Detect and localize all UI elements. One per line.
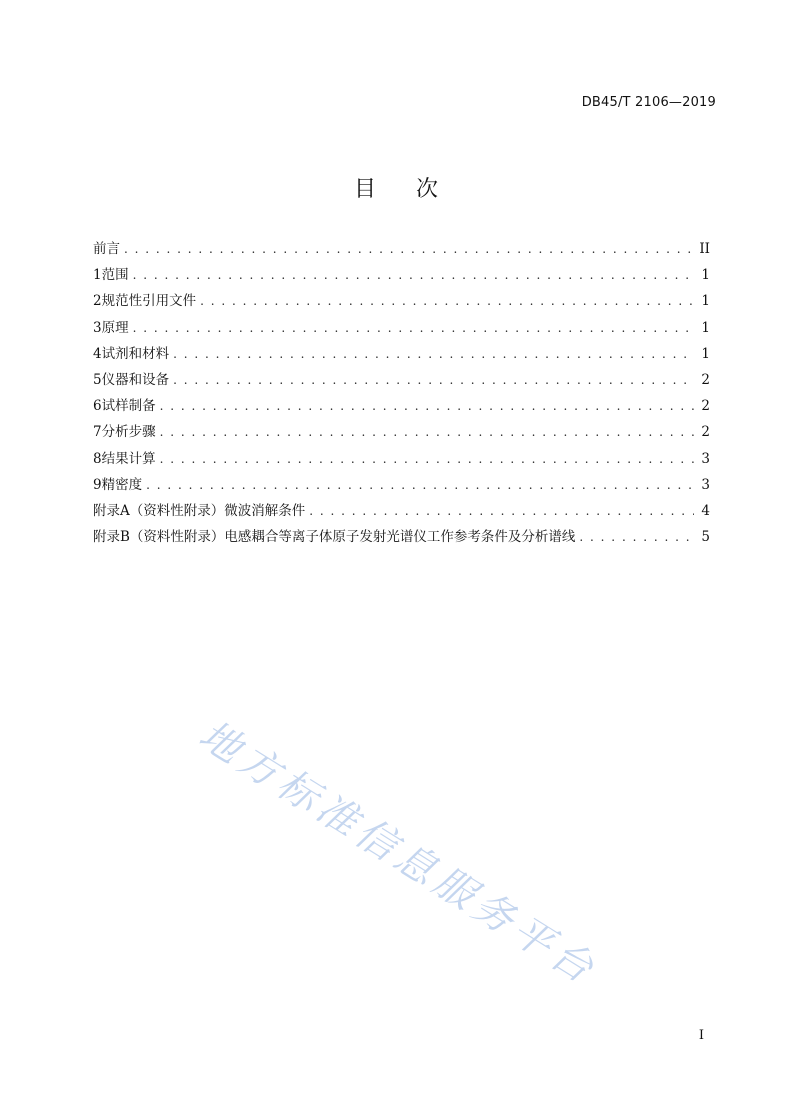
toc-leader-dots <box>146 472 694 498</box>
toc-entry-label: 分析步骤 <box>101 424 156 441</box>
toc-entry-page: 2 <box>701 398 710 415</box>
document-code: DB45/T 2106—2019 <box>581 95 716 110</box>
toc-entry-6[interactable] <box>93 393 710 419</box>
toc-entry-3[interactable] <box>93 315 710 341</box>
toc-entry-label: 附录A（资料性附录）微波消解条件 <box>93 502 306 519</box>
toc-leader-dots <box>309 498 694 524</box>
toc-entry-page: 3 <box>701 476 710 493</box>
toc-entry-number: 7 <box>93 424 102 441</box>
toc-leader-dots <box>160 446 694 472</box>
toc-entry-page: 1 <box>701 345 710 362</box>
toc-leader-dots <box>173 367 694 393</box>
toc-leader-dots <box>173 341 694 367</box>
toc-leader-dots <box>579 524 694 550</box>
toc-entry-label: 仪器和设备 <box>101 371 170 388</box>
toc-entry-appendix-a[interactable] <box>93 498 710 524</box>
toc-entry-4[interactable] <box>93 341 710 367</box>
toc-entry-label: 试剂和材料 <box>101 345 170 362</box>
toc-leader-dots <box>160 419 694 445</box>
toc-title-part2: 次 <box>416 177 439 202</box>
toc-entry-number: 2 <box>93 293 102 310</box>
page-number: I <box>698 1028 704 1043</box>
watermark: 地方标准信息服务平台 <box>190 711 606 995</box>
toc-entry-2[interactable] <box>93 288 710 314</box>
toc-entry-number: 1 <box>93 267 102 284</box>
toc-entry-foreword[interactable] <box>93 236 710 262</box>
toc-entry-label: 试样制备 <box>101 398 156 415</box>
toc-entry-label: 规范性引用文件 <box>101 293 197 310</box>
toc-entry-1[interactable] <box>93 262 710 288</box>
toc-entry-page: 2 <box>701 424 710 441</box>
toc-entry-page: 3 <box>701 450 710 467</box>
toc-entry-5[interactable] <box>93 367 710 393</box>
toc-entry-8[interactable] <box>93 446 710 472</box>
toc-entry-page: 4 <box>701 502 710 519</box>
toc-entry-page: II <box>699 241 710 257</box>
toc-entry-page: 1 <box>701 267 710 284</box>
toc-entry-page: 1 <box>701 319 710 336</box>
toc-entry-number: 6 <box>93 398 102 415</box>
toc-leader-dots <box>133 262 694 288</box>
toc-entry-label: 附录B（资料性附录）电感耦合等离子体原子发射光谱仪工作参考条件及分析谱线 <box>93 529 576 546</box>
toc-leader-dots <box>160 393 694 419</box>
toc-entry-appendix-b[interactable] <box>93 524 710 550</box>
toc-entry-label: 精密度 <box>101 476 143 493</box>
toc-leader-dots <box>200 288 694 314</box>
toc-entry-number: 9 <box>93 476 102 493</box>
toc-entry-label: 范围 <box>101 267 129 284</box>
toc-entry-label: 前言 <box>93 241 120 257</box>
toc-leader-dots <box>133 315 694 341</box>
toc-entry-page: 2 <box>701 371 710 388</box>
toc-entry-number: 3 <box>93 319 102 336</box>
toc-entry-number: 4 <box>93 345 102 362</box>
toc-entry-page: 1 <box>701 293 710 310</box>
toc-entry-page: 5 <box>701 529 710 546</box>
toc-title <box>0 172 792 203</box>
toc-leader-dots <box>124 236 693 262</box>
toc-title-part1: 目 <box>353 177 376 202</box>
toc-entry-number: 5 <box>93 371 102 388</box>
toc-entry-7[interactable] <box>93 419 710 445</box>
toc-entry-9[interactable] <box>93 472 710 498</box>
toc-entry-label: 原理 <box>101 319 129 336</box>
toc-entry-number: 8 <box>93 450 102 467</box>
toc-entry-label: 结果计算 <box>101 450 156 467</box>
table-of-contents <box>93 236 710 550</box>
